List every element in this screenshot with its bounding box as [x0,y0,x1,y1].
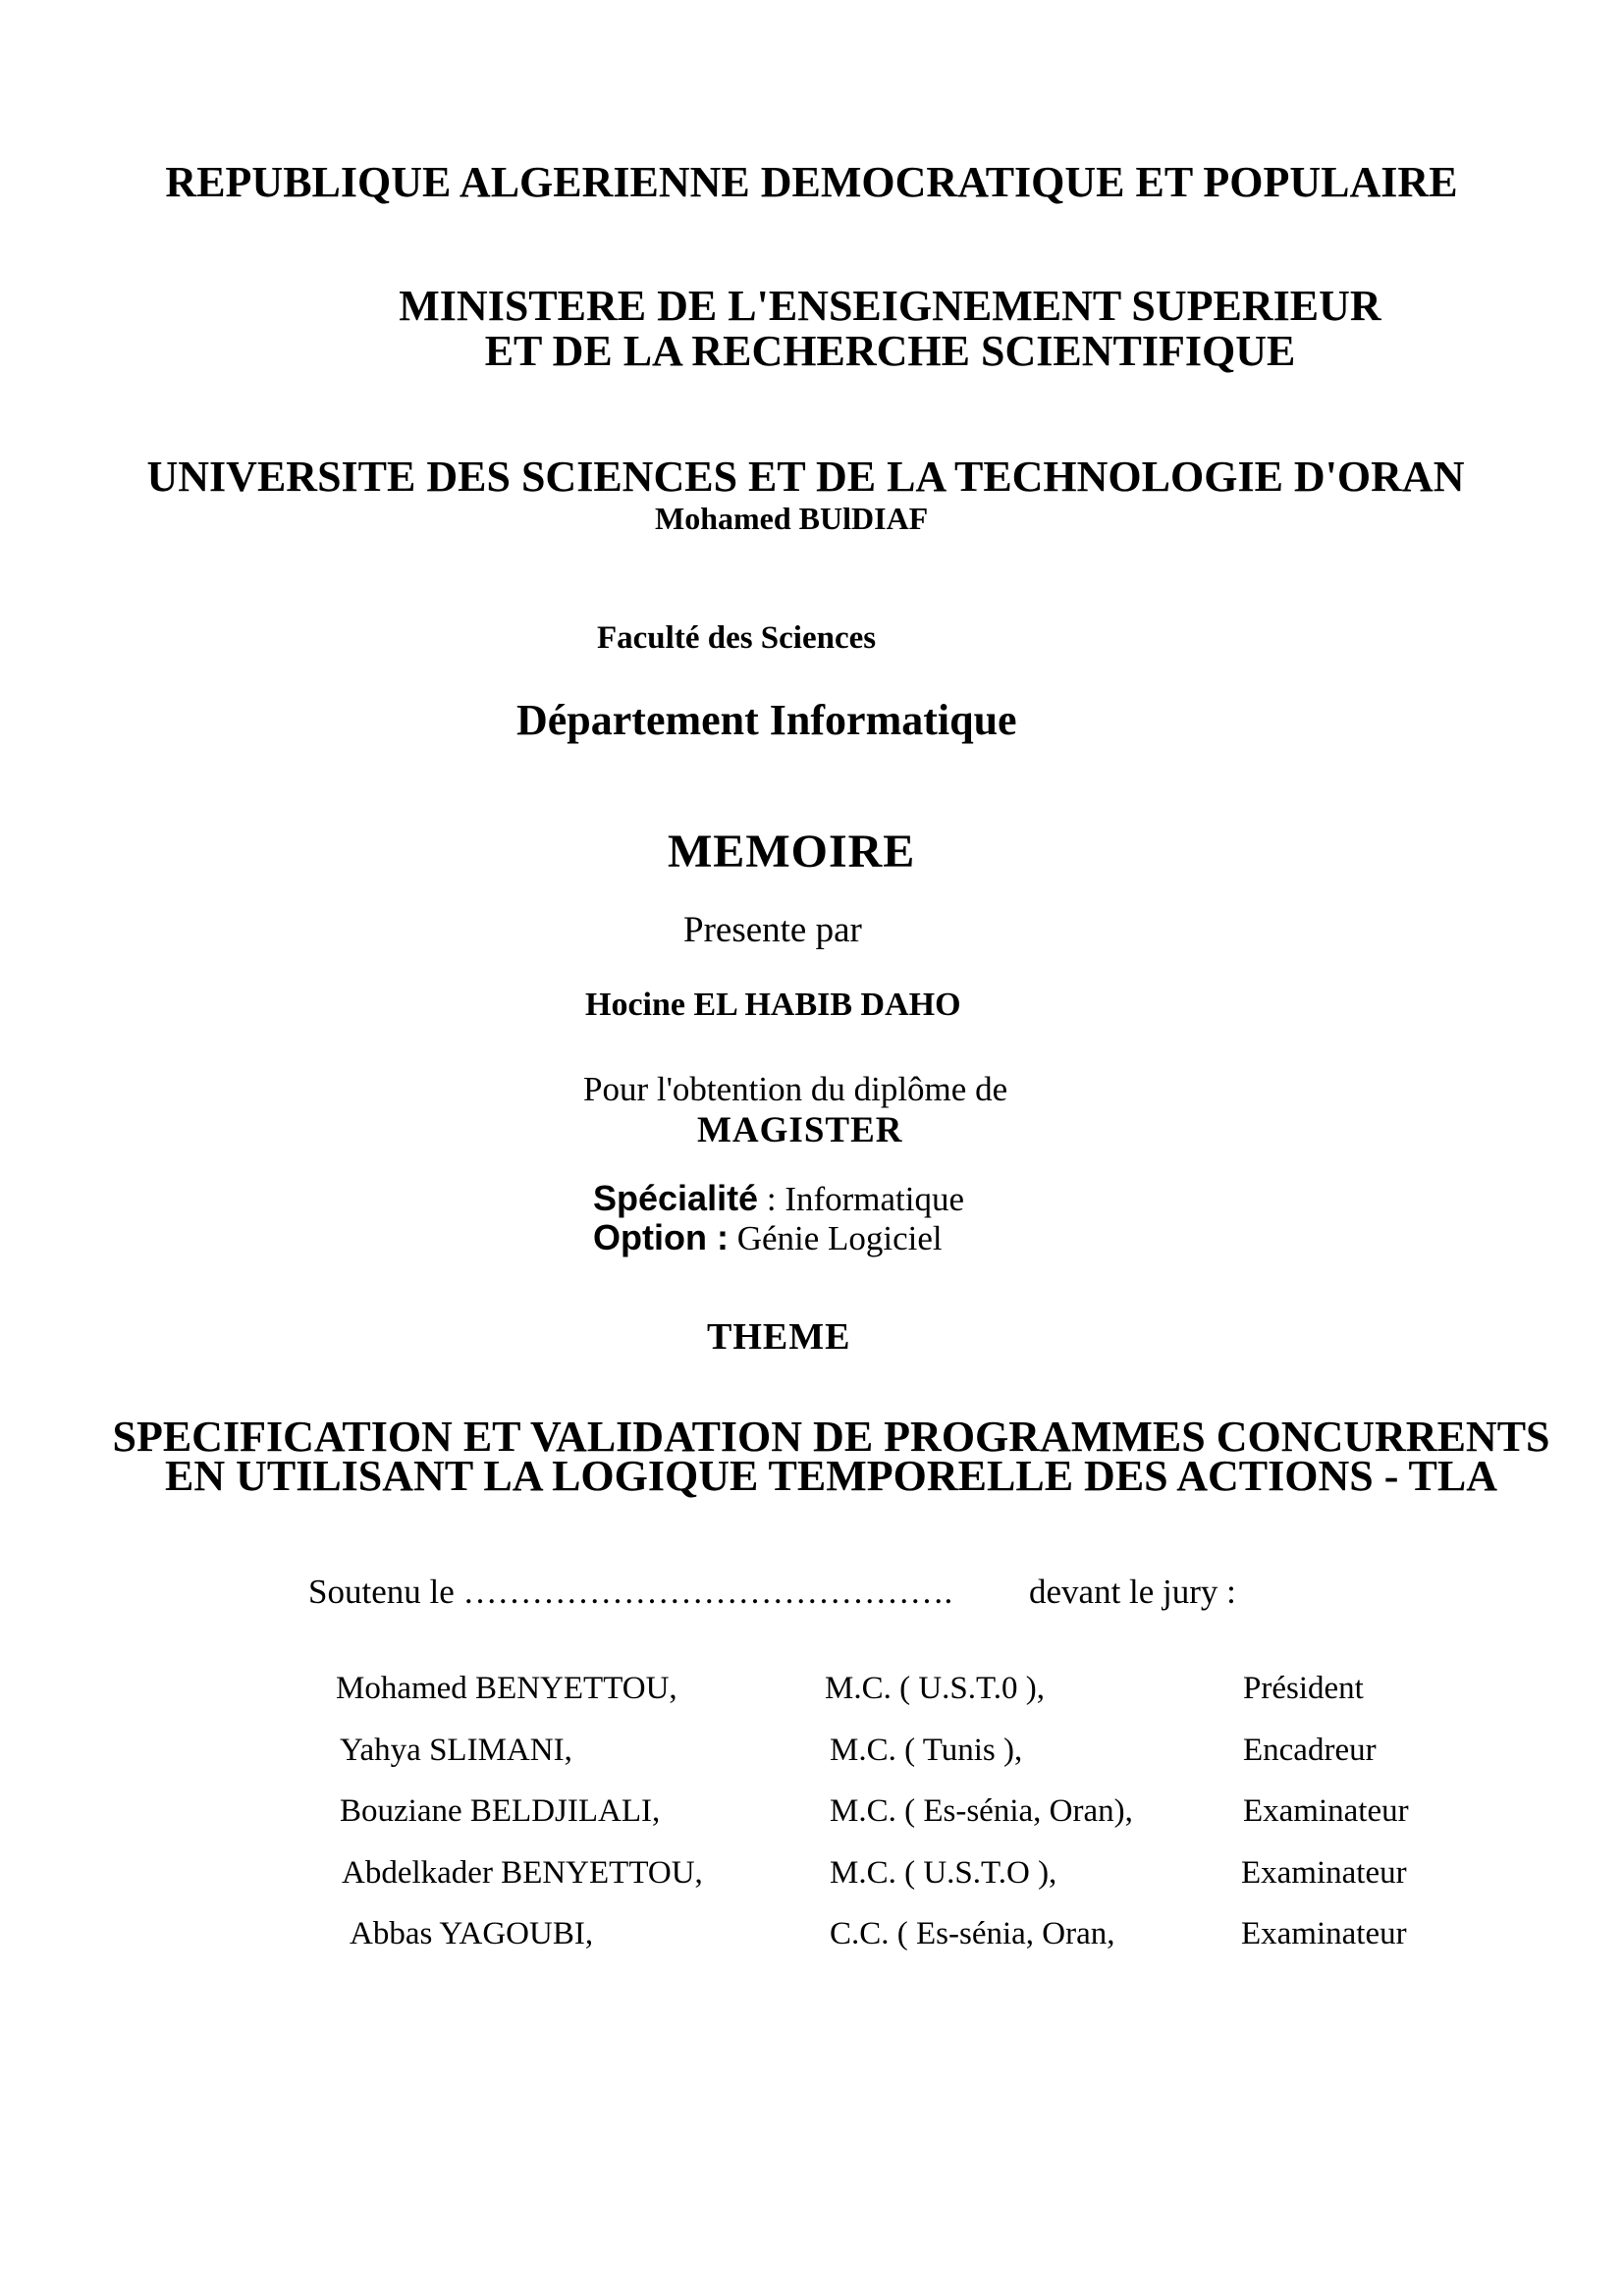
speciality-separator: : [758,1180,785,1218]
jury-member-role: Président [1243,1671,1364,1706]
option-label: Option : [593,1217,729,1257]
defense-line [308,1573,952,1612]
university-subtitle: Mohamed BUlDIAF [655,501,929,536]
defense-label: Soutenu le [308,1573,455,1611]
jury-member-name: Abbas YAGOUBI, [350,1916,594,1951]
jury-member-role: Examinateur [1243,1793,1409,1829]
faculty-name: Faculté des Sciences [597,620,877,656]
defense-date-dots: ……………………………………. [462,1573,953,1611]
degree-intro: Pour l'obtention du diplôme de [583,1070,1008,1108]
option-value: Génie Logiciel [736,1219,943,1257]
jury-row [0,1671,1623,1720]
jury-member-name: Yahya SLIMANI, [340,1733,572,1768]
theme-label: THEME [707,1316,851,1358]
department-name: Département Informatique [516,696,1017,744]
jury-row [0,1855,1623,1904]
jury-member-grade: M.C. ( U.S.T.0 ), [825,1671,1045,1706]
speciality-line [593,1178,964,1219]
republic-heading: REPUBLIQUE ALGERIENNE DEMOCRATIQUE ET POPULAIRE [165,158,1458,206]
jury-member-grade: M.C. ( Tunis ), [830,1733,1023,1768]
jury-member-grade: C.C. ( Es-sénia, Oran, [830,1916,1115,1951]
author-name: Hocine EL HABIB DAHO [585,987,961,1023]
memoire-title: MEMOIRE [668,826,916,878]
jury-row [0,1793,1623,1842]
theme-title-line-1: SPECIFICATION ET VALIDATION DE PROGRAMMES CONCURRENTS [112,1413,1550,1461]
jury-member-name: Abdelkader BENYETTOU, [342,1855,703,1891]
jury-row [0,1916,1623,1965]
speciality-label: Spécialité [593,1178,759,1218]
university-name: UNIVERSITE DES SCIENCES ET DE LA TECHNOLOGIE D'ORAN [146,453,1465,501]
jury-member-role: Examinateur [1241,1916,1407,1951]
ministry-line-1: MINISTERE DE L'ENSEIGNEMENT SUPERIEUR [399,282,1381,330]
jury-member-name: Mohamed BENYETTOU, [336,1671,677,1706]
jury-member-grade: M.C. ( U.S.T.O ), [830,1855,1057,1891]
degree-name: MAGISTER [697,1110,903,1150]
jury-member-grade: M.C. ( Es-sénia, Oran), [830,1793,1133,1829]
jury-row [0,1733,1623,1782]
jury-label: devant le jury : [1029,1573,1236,1611]
presented-by: Presente par [683,910,862,950]
jury-member-role: Examinateur [1241,1855,1407,1891]
theme-title-line-2: EN UTILISANT LA LOGIQUE TEMPORELLE DES ACTIONS - TLA [164,1452,1498,1500]
option-line [593,1217,943,1258]
jury-member-name: Bouziane BELDJILALI, [340,1793,661,1829]
speciality-value: Informatique [784,1180,965,1218]
jury-member-role: Encadreur [1243,1733,1377,1768]
ministry-line-2: ET DE LA RECHERCHE SCIENTIFIQUE [484,327,1296,375]
